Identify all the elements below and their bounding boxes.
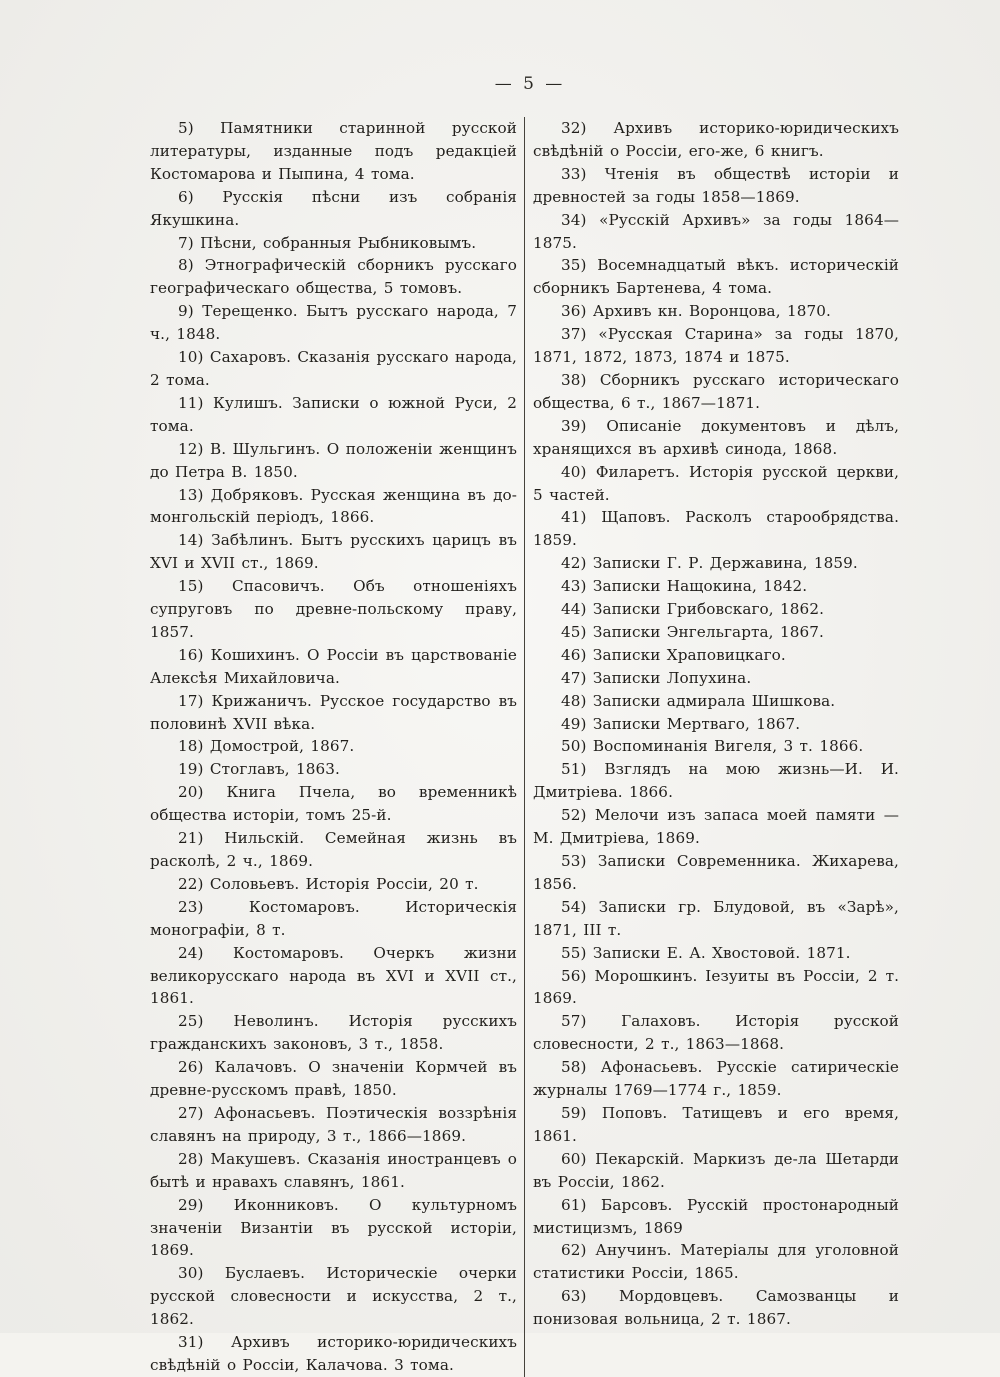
bibliography-entry: 35) Восемнадцатый вѣкъ. историческій сборникъ Бартенева, 4 тома. [533, 256, 899, 298]
bibliography-entry: 24) Костомаровъ. Очеркъ жизни великорусскаго народа въ XVI и XVII ст., 1861. [150, 943, 517, 1008]
bibliography-entry: 7) Пѣсни, собранныя Рыбниковымъ. [178, 233, 477, 252]
bibliography-entry: 45) Записки Энгельгарта, 1867. [561, 622, 824, 641]
bibliography-entry: 17) Крижаничъ. Русское государство въ половинѣ XVII вѣка. [150, 691, 517, 733]
bibliography-entry: 46) Записки Храповицкаго. [561, 645, 786, 664]
bibliography-entry: 41) Щаповъ. Расколъ старообрядства. 1859. [533, 508, 899, 550]
bibliography-entry: 54) Записки гр. Блудовой, въ «Зарѣ», 1871, III т. [533, 897, 899, 939]
bibliography-entry: 26) Калачовъ. О значеніи Кормчей въ древне-русскомъ правѣ, 1850. [150, 1058, 517, 1100]
bibliography-entry: 11) Кулишъ. Записки о южной Руси, 2 тома. [150, 393, 517, 435]
bibliography-entry: 29) Иконниковъ. О культурномъ значеніи Византіи въ русской исторіи, 1869. [150, 1195, 517, 1260]
bibliography-entry: 27) Афонасьевъ. Поэтическія воззрѣнія славянъ на природу, 3 т., 1866—1869. [150, 1103, 517, 1145]
right-column [525, 117, 899, 1377]
bibliography-entry: 31) Архивъ историко-юридическихъ свѣдѣній о Россіи, Калачова. 3 тома. [150, 1333, 517, 1374]
bibliography-entry: 39) Описаніе документовъ и дѣлъ, хранящихся въ архивѣ синода, 1868. [533, 416, 899, 458]
two-column-layout [150, 117, 912, 1377]
left-column [150, 117, 524, 1377]
bibliography-entry: 12) В. Шульгинъ. О положеніи женщинъ до Петра В. 1850. [150, 439, 517, 481]
bibliography-entry: 57) Галаховъ. Исторія русской словесности, 2 т., 1863—1868. [533, 1012, 899, 1054]
bibliography-entry: 5) Памятники старинной русской литературы, изданные подъ редакціей Костомарова и Пыпина, 4 тома. [150, 119, 517, 183]
bibliography-entry: 48) Записки адмирала Шишкова. [561, 691, 836, 710]
bibliography-entry: 20) Книга Пчела, во временникѣ общества исторіи, томъ 25-й. [150, 783, 517, 825]
bibliography-entry: 62) Анучинъ. Матеріалы для уголовной статистики Россіи, 1865. [533, 1241, 899, 1283]
bibliography-entry: 36) Архивъ кн. Воронцова, 1870. [561, 302, 831, 321]
bibliography-entry: 18) Домострой, 1867. [178, 737, 355, 756]
bibliography-entry: 42) Записки Г. Р. Державина, 1859. [561, 554, 858, 573]
bibliography-entry: 16) Кошихинъ. О Россіи въ царствованіе Алексѣя Михайловича. [150, 645, 517, 687]
bibliography-entry: 10) Сахаровъ. Сказанія русскаго народа, 2 тома. [150, 348, 517, 389]
bibliography-entry: 34) «Русскій Архивъ» за годы 1864—1875. [533, 210, 899, 252]
bibliography-entry: 6) Русскія пѣсни изъ собранія Якушкина. [150, 187, 517, 229]
bibliography-entry: 14) Забѣлинъ. Бытъ русскихъ царицъ въ XVI и XVII ст., 1869. [150, 531, 517, 573]
bibliography-entry: 44) Записки Грибовскаго, 1862. [561, 600, 825, 619]
bibliography-entry: 25) Неволинъ. Исторія русскихъ гражданскихъ законовъ, 3 т., 1858. [150, 1012, 517, 1054]
bibliography-entry: 37) «Русская Старина» за годы 1870, 1871, 1872, 1873, 1874 и 1875. [533, 325, 899, 367]
bibliography-entry: 23) Костомаровъ. Историческія монографіи, 8 т. [150, 897, 517, 939]
bibliography-entry: 43) Записки Нащокина, 1842. [561, 577, 808, 596]
bibliography-entry: 47) Записки Лопухина. [561, 668, 752, 687]
bibliography-entry: 22) Соловьевъ. Исторія Россіи, 20 т. [178, 874, 479, 893]
bibliography-entry: 32) Архивъ историко-юридическихъ свѣдѣній о Россіи, его-же, 6 книгъ. [533, 119, 899, 160]
bibliography-entry: 15) Спасовичъ. Объ отношеніяхъ супруговъ по древне-польскому праву, 1857. [150, 577, 517, 641]
bibliography-entry: 52) Мелочи изъ запаса моей памяти — М. Дмитріева, 1869. [533, 806, 899, 848]
bibliography-entry: 58) Афонасьевъ. Русскіе сатирическіе журналы 1769—1774 г., 1859. [533, 1058, 899, 1100]
bibliography-entry: 53) Записки Современника. Жихарева, 1856. [533, 852, 899, 893]
page-number: — 5 — [494, 74, 566, 94]
bibliography-entry: 50) Воспоминанія Вигеля, 3 т. 1866. [561, 737, 864, 756]
bibliography-entry: 38) Сборникъ русскаго историческаго общества, 6 т., 1867—1871. [533, 370, 899, 412]
bibliography-entry: 21) Нильскій. Семейная жизнь въ расколѣ, 2 ч., 1869. [150, 829, 517, 870]
bibliography-entry: 19) Стоглавъ, 1863. [178, 760, 340, 779]
bibliography-entry: 56) Морошкинъ. Іезуиты въ Россіи, 2 т. 1869. [533, 966, 899, 1008]
bibliography-entry: 59) Поповъ. Татищевъ и его время, 1861. [533, 1103, 899, 1145]
bibliography-entry: 51) Взглядъ на мою жизнь—И. И. Дмитріева. 1866. [533, 760, 899, 802]
bibliography-entry: 40) Филаретъ. Исторія русской церкви, 5 частей. [533, 462, 899, 504]
bibliography-entry: 13) Добряковъ. Русская женщина въ до-монгольскій періодъ, 1866. [150, 485, 517, 527]
bibliography-entry: 55) Записки Е. А. Хвостовой. 1871. [561, 943, 851, 962]
bibliography-entry: 60) Пекарскій. Маркизъ де-ла Шетарди въ Россіи, 1862. [533, 1149, 899, 1191]
bibliography-entry: 63) Мордовцевъ. Самозванцы и понизовая вольница, 2 т. 1867. [533, 1287, 899, 1329]
bibliography-entry: 61) Барсовъ. Русскій простонародный мистицизмъ, 1869 [533, 1195, 899, 1237]
bibliography-entry: 33) Чтенія въ обществѣ исторіи и древностей за годы 1858—1869. [533, 164, 899, 206]
bibliography-entry: 30) Буслаевъ. Историческіе очерки русской словесности и искусства, 2 т., 1862. [150, 1264, 517, 1329]
bibliography-entry: 49) Записки Мертваго, 1867. [561, 714, 801, 733]
bibliography-entry: 28) Макушевъ. Сказанія иностранцевъ о бытѣ и нравахъ славянъ, 1861. [150, 1149, 517, 1191]
bibliography-entry: 9) Терещенко. Бытъ русскаго народа, 7 ч., 1848. [150, 302, 517, 344]
bibliography-entry: 8) Этнографическій сборникъ русскаго географическаго общества, 5 томовъ. [150, 256, 517, 298]
